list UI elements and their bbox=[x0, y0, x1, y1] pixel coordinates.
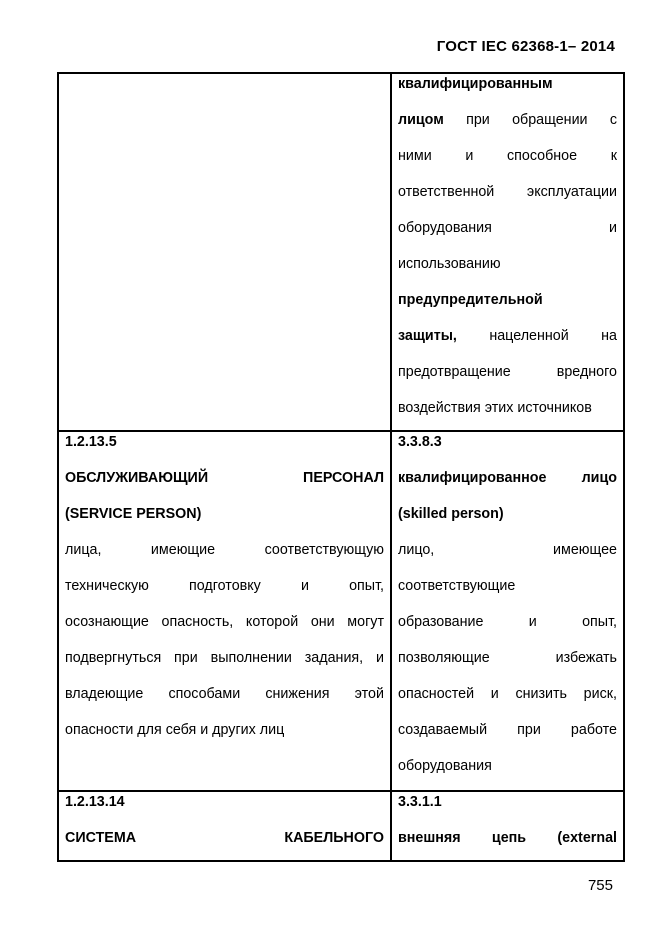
table-cell-gost bbox=[58, 791, 391, 861]
text-line: лица, имеющие соответствующую bbox=[65, 542, 384, 558]
text-line: использованию bbox=[398, 256, 501, 272]
term-rest: нацеленной на bbox=[456, 328, 617, 344]
text-line: ОБСЛУЖИВАЮЩИЙ ПЕРСОНАЛ bbox=[65, 470, 384, 486]
text-line: 1.2.13.5 bbox=[65, 434, 117, 450]
comparison-table bbox=[57, 72, 625, 862]
text-line: позволяющие избежать bbox=[398, 650, 617, 666]
term-bold: лицом bbox=[398, 112, 444, 128]
text-line: (SERVICE PERSON) bbox=[65, 506, 202, 522]
text-line: подвергнуться при выполнении задания, и bbox=[65, 650, 384, 666]
term-bold: защиты, bbox=[398, 328, 457, 344]
text-line: квалифицированное лицо bbox=[398, 470, 617, 486]
text-line: (skilled person) bbox=[398, 506, 504, 522]
text-line: оборудования bbox=[398, 758, 492, 774]
table-cell-iec bbox=[391, 73, 624, 431]
text-line bbox=[398, 318, 617, 354]
table-cell-iec bbox=[391, 431, 624, 791]
table-row bbox=[58, 791, 624, 861]
text-line: ними и способное к bbox=[398, 148, 617, 164]
text-line: ответственной эксплуатации bbox=[398, 184, 617, 200]
text-line: владеющие способами снижения этой bbox=[65, 686, 384, 702]
text-line: соответствующие bbox=[398, 578, 516, 594]
text-line: 3.3.8.3 bbox=[398, 434, 442, 450]
text-line: предотвращение вредного bbox=[398, 364, 617, 380]
text-line: лицо, имеющее bbox=[398, 542, 617, 558]
text-line: оборудования и bbox=[398, 220, 617, 236]
text-line: создаваемый при работе bbox=[398, 722, 617, 738]
text-line: внешняя цепь (external bbox=[398, 830, 617, 846]
text-line: опасности для себя и других лиц bbox=[65, 722, 285, 738]
table-row bbox=[58, 73, 624, 431]
text-line: осознающие опасность, которой они могут bbox=[65, 614, 384, 630]
text-line: 3.3.1.1 bbox=[398, 794, 442, 810]
page-number: 755 bbox=[587, 877, 613, 894]
text-line: техническую подготовку и опыт, bbox=[65, 578, 384, 594]
table-row bbox=[58, 431, 624, 791]
text-line: предупредительной bbox=[398, 292, 543, 308]
table-cell-iec bbox=[391, 791, 624, 861]
text-line: воздействия этих источников bbox=[398, 400, 592, 416]
text-line: образование и опыт, bbox=[398, 614, 617, 630]
text-line: 1.2.13.14 bbox=[65, 794, 125, 810]
text-line bbox=[398, 102, 617, 138]
term-rest: при обращении с bbox=[443, 112, 617, 128]
table-cell-gost bbox=[58, 431, 391, 791]
text-line: опасностей и снизить риск, bbox=[398, 686, 617, 702]
document-header: ГОСТ IEC 62368-1– 2014 bbox=[436, 38, 615, 55]
table-cell-gost bbox=[58, 73, 391, 431]
text-line: квалифицированным bbox=[398, 76, 553, 92]
text-line: СИСТЕМА КАБЕЛЬНОГО bbox=[65, 830, 384, 846]
